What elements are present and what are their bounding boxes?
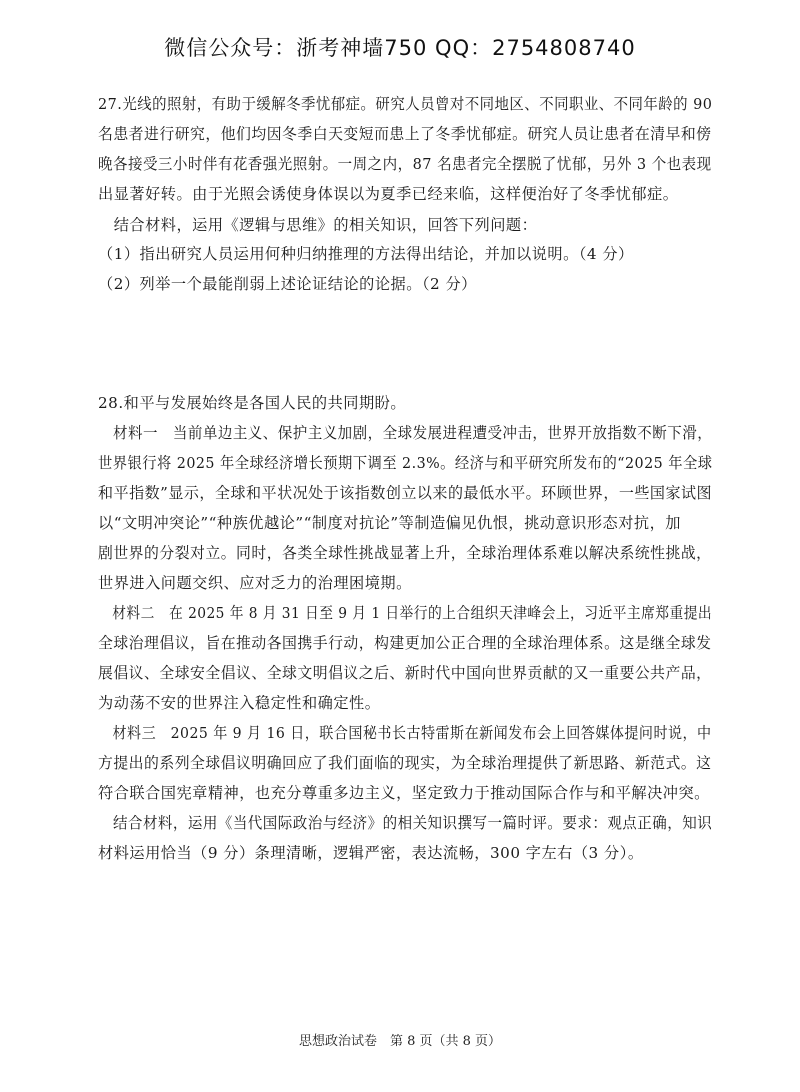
q28-material-1-line-4: 以“文明冲突论”“种族优越论”“制度对抗论”等制造偏见仇恨，挑动意识形态对抗，加 [98,514,681,532]
watermark-header: 微信公众号：浙考神墙750 QQ：2754808740 [164,36,636,60]
q28-instruction-line-2: 材料运用恰当（9 分）条理清晰，逻辑严密，表达流畅，300 字左右（3 分）。 [98,844,644,862]
q27-instruction: 结合材料，运用《逻辑与思维》的相关知识，回答下列问题： [98,216,538,234]
q27-subquestion-1: （1）指出研究人员运用何种归纳推理的方法得出结论，并加以说明。（4 分） [98,245,634,263]
q28-material-1-line-5: 剧世界的分裂对立。同时，各类全球性挑战显著上升，全球治理体系难以解决系统性挑战， [98,544,712,562]
q27-subquestion-2: （2）列举一个最能削弱上述论证结论的论据。（2 分） [98,275,477,293]
q28-material-3-line-2: 方提出的系列全球倡议明确回应了我们面临的现实，为全球治理提供了新思路、新范式。这 [98,754,712,772]
q27-line-3: 晚各接受三小时伴有花香强光照射。一周之内，87 名患者完全摆脱了忧郁，另外 3 个也表现 [98,155,712,173]
page-footer: 思想政治试卷 第 8 页（共 8 页） [298,1034,502,1049]
q27-line-4: 出显著好转。由于光照会诱使身体误以为夏季已经来临，这样便治好了冬季忧郁症。 [98,185,679,203]
q28-material-1-line-6: 世界进入问题交织、应对乏力的治理困境期。 [98,574,412,592]
q27-line-2: 名患者进行研究，他们均因冬季白天变短而患上了冬季忧郁症。研究人员让患者在清早和傍 [98,125,712,143]
q28-instruction-line-1: 结合材料，运用《当代国际政治与经济》的相关知识撰写一篇时评。要求：观点正确，知识 [98,814,713,832]
q28-material-2-line-2: 全球治理倡议，旨在推动各国携手行动，构建更加公正合理的全球治理体系。这是继全球发 [98,634,712,652]
q28-material-2-line-3: 展倡议、全球安全倡议、全球文明倡议之后、新时代中国向世界贡献的又一重要公共产品， [98,664,712,682]
q28-material-1-line-1: 材料一 当前单边主义、保护主义加剧，全球发展进程遭受冲击，世界开放指数不断下滑， [98,424,713,442]
q28-stem: 28.和平与发展始终是各国人民的共同期盼。 [98,394,407,412]
q28-material-3-line-1: 材料三 2025 年 9 月 16 日，联合国秘书长古特雷斯在新闻发布会上回答媒体提问时说，中 [98,724,712,742]
q28-material-2-line-1: 材料二 在 2025 年 8 月 31 日至 9 月 1 日举行的上合组织天津峰会上，习近平主席郑重提出 [98,604,713,622]
q27-line-1: 27.光线的照射，有助于缓解冬季忧郁症。研究人员曾对不同地区、不同职业、不同年龄的 90 [98,95,713,113]
q28-material-3-line-3: 符合联合国宪章精神，也充分尊重多边主义，坚定致力于推动国际合作与和平解决冲突。 [98,784,710,802]
q28-material-1-line-2: 世界银行将 2025 年全球经济增长预期下调至 2.3%。经济与和平研究所发布的“2025 年全球 [98,454,713,472]
q28-material-2-line-4: 为动荡不安的世界注入稳定性和确定性。 [98,694,381,712]
q28-material-1-line-3: 和平指数”显示，全球和平状况处于该指数创立以来的最低水平。环顾世界，一些国家试图 [98,484,713,502]
